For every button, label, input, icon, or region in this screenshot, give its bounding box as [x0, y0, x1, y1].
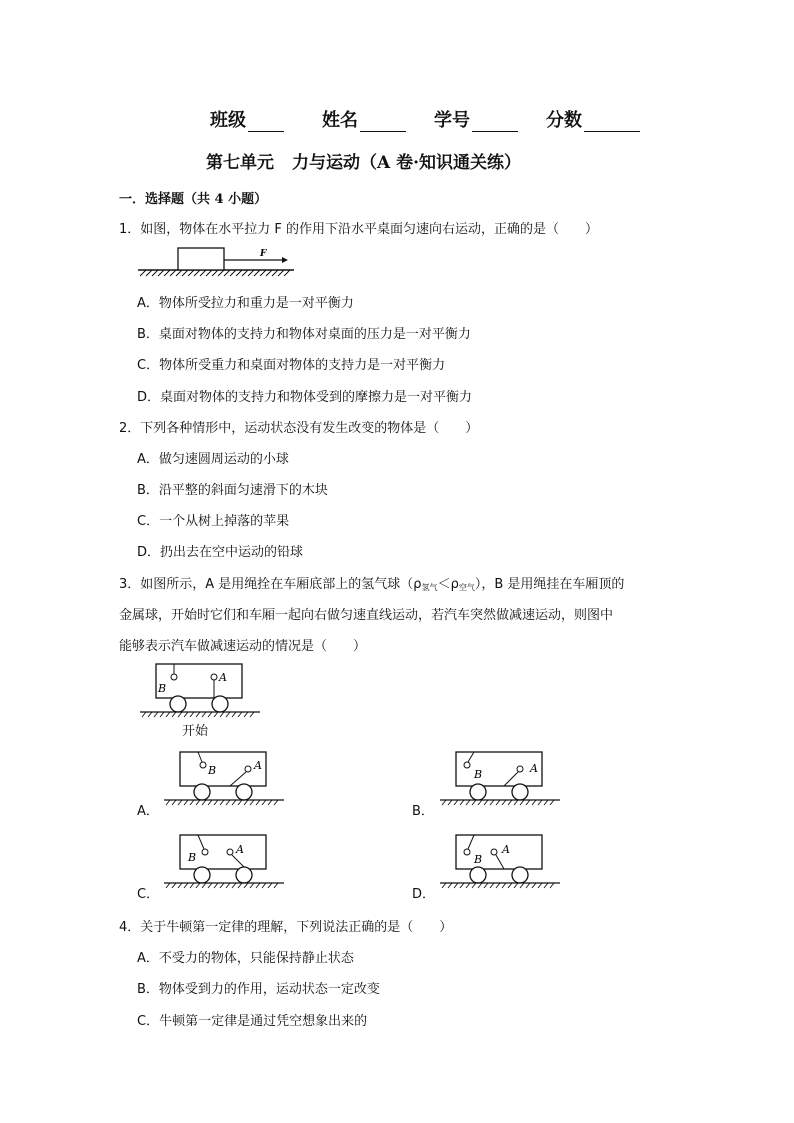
q2-option-d[interactable]: D．扔出去在空中运动的铅球 [137, 545, 304, 560]
q3-option-c-figure[interactable] [162, 831, 286, 891]
name-blank[interactable] [360, 113, 406, 132]
student-id-field: 学号 [434, 106, 518, 132]
q3-option-c-label[interactable]: C． [137, 887, 160, 902]
q1-option-c[interactable]: C．物体所受重力和桌面对物体的支持力是一对平衡力 [137, 358, 446, 373]
q3-start-wheel-right [212, 696, 228, 712]
q2-option-b[interactable]: B．沿平整的斜面匀速滑下的木块 [137, 483, 328, 498]
q3-start-label-a: A [219, 671, 227, 684]
q3-option-d-label[interactable]: D． [412, 887, 436, 902]
class-field: 班级 [210, 106, 284, 132]
score-blank[interactable] [584, 113, 640, 132]
svg-text:A: A [530, 762, 538, 775]
svg-text:B: B [188, 851, 197, 864]
q1-arrow-head [282, 257, 288, 263]
q1-option-d[interactable]: D．桌面对物体的支持力和物体受到的摩擦力是一对平衡力 [137, 390, 473, 405]
question-3-stem-line-2: 金属球，开始时它们和车厢一起向右做匀速直线运动，若汽车突然做减速运动，则图中 [119, 608, 614, 623]
svg-text:B: B [208, 764, 217, 777]
class-blank[interactable] [248, 113, 284, 132]
question-3-stem-line-1: 3．如图所示，A 是用绳拴在车厢底部上的氢气球$(\rho_{氢气}<\rho_{空气})$，B 是用绳挂在车厢顶的 [119, 577, 625, 592]
q4-option-c[interactable]: C．牛顿第一定律是通过凭空想象出来的 [137, 1014, 368, 1029]
q3-start-wheel-left [170, 696, 186, 712]
q1-surface-hatch [140, 270, 290, 276]
q3-option-d-figure[interactable] [438, 831, 562, 891]
student-id-blank[interactable] [472, 113, 518, 132]
q2-option-a[interactable]: A．做匀速圆周运动的小球 [137, 452, 289, 467]
q3-option-b-label[interactable]: B． [412, 804, 434, 819]
svg-text:A: A [502, 843, 510, 856]
svg-text:A: A [254, 759, 262, 772]
question-2-stem: 2．下列各种情形中，运动状态没有发生改变的物体是（ ） [119, 421, 479, 436]
q1-force-label: F [260, 249, 267, 259]
q3-start-car-body [156, 664, 242, 698]
q3-option-a-label[interactable]: A． [137, 804, 159, 819]
q3-start-label: 开始 [182, 724, 209, 739]
q1-option-a[interactable]: A．物体所受拉力和重力是一对平衡力 [137, 296, 354, 311]
q3-start-balloon-a [211, 674, 217, 680]
question-4-stem: 4．关于牛顿第一定律的理解，下列说法正确的是（ ） [119, 920, 453, 935]
q1-option-b[interactable]: B．桌面对物体的支持力和物体对桌面的压力是一对平衡力 [137, 327, 471, 342]
q3-option-a-figure[interactable] [162, 748, 286, 808]
q1-block [178, 248, 224, 270]
q2-option-c[interactable]: C．一个从树上掉落的苹果 [137, 514, 290, 529]
q4-option-b[interactable]: B．物体受到力的作用，运动状态一定改变 [137, 982, 380, 997]
q3-start-figure [138, 660, 262, 720]
page-title: 第七单元 力与运动（A 卷·知识通关练） [206, 153, 522, 173]
svg-text:B: B [474, 768, 483, 781]
question-1-stem: 1．如图，物体在水平拉力 F 的作用下沿水平桌面匀速向右运动，正确的是（ ） [119, 222, 599, 237]
score-field: 分数 [546, 106, 640, 132]
question-3-stem-line-3: 能够表示汽车做减速运动的情况是（ ） [119, 639, 367, 654]
q3-start-label-b: B [158, 682, 167, 695]
q4-option-a[interactable]: A．不受力的物体，只能保持静止状态 [137, 951, 354, 966]
section-heading: 一．选择题（共 4 小题） [119, 192, 268, 207]
q1-figure [136, 242, 296, 282]
name-field: 姓名 [322, 106, 406, 132]
q3-start-ball-b [171, 674, 177, 680]
q3-option-b-figure[interactable] [438, 748, 562, 808]
svg-text:A: A [236, 843, 244, 856]
svg-text:B: B [474, 853, 483, 866]
